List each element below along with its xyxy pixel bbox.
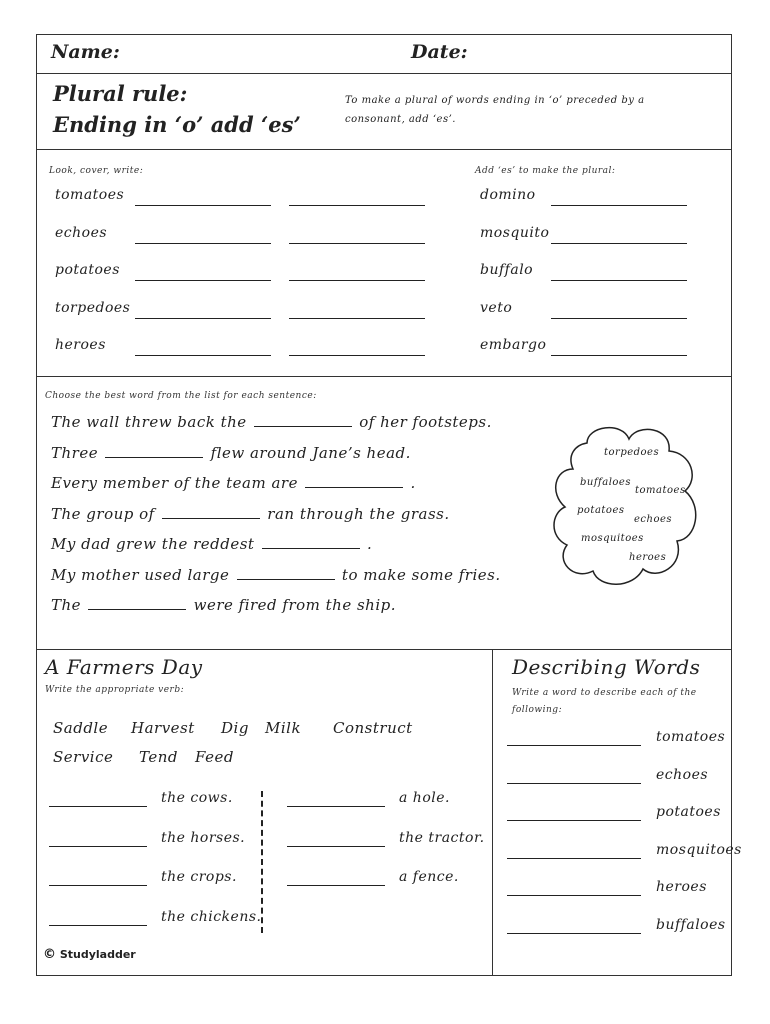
verb-option: Service [53, 748, 114, 766]
farm-item: the chickens. [161, 908, 262, 925]
farm-item: the horses. [161, 829, 246, 846]
divider [37, 649, 731, 650]
look-cover-word: torpedoes [55, 299, 131, 316]
add-es-word: buffalo [480, 262, 534, 278]
cloud-word: buffaloes [580, 477, 631, 488]
sentence-blank[interactable] [254, 426, 352, 427]
sentence [51, 474, 416, 492]
answer-line[interactable] [135, 205, 271, 206]
sentence-start: The wall threw back the [51, 413, 247, 431]
add-es-word: veto [480, 299, 513, 316]
look-cover-word: potatoes [55, 262, 120, 278]
verb-option: Harvest [131, 719, 195, 737]
look-cover-word: tomatoes [55, 187, 125, 203]
cloud-word: tomatoes [635, 485, 686, 496]
answer-line[interactable] [49, 925, 147, 926]
sentence-start: Three [51, 443, 99, 462]
sentence-end: of her footsteps. [359, 413, 492, 431]
answer-line[interactable] [551, 355, 687, 356]
answer-line[interactable] [507, 820, 641, 821]
answer-line[interactable] [49, 885, 147, 886]
sentence-start: The [51, 596, 82, 614]
verb-option: Feed [195, 748, 234, 766]
footer-brand [43, 947, 136, 962]
dashed-divider [261, 791, 263, 933]
add-es-word: mosquito [480, 224, 550, 241]
sentence-blank[interactable] [237, 579, 335, 580]
sentence-end: were fired from the ship. [193, 596, 397, 614]
name-label: Name: [51, 41, 120, 63]
sentence-start: My mother used large [51, 565, 230, 584]
answer-line[interactable] [135, 318, 271, 319]
vertical-divider [492, 649, 493, 976]
answer-line[interactable] [287, 806, 385, 807]
farm-item: a fence. [399, 869, 459, 885]
answer-line[interactable] [551, 318, 687, 319]
describing-word: tomatoes [656, 729, 726, 745]
verb-option: Milk [265, 719, 302, 737]
rule-title-line2: Ending in ‘o’ add ‘es’ [53, 112, 301, 137]
sentence-start: The group of [51, 504, 155, 523]
date-label: Date: [411, 41, 468, 63]
answer-line[interactable] [507, 745, 641, 746]
add-es-word: domino [480, 187, 536, 203]
sentence-blank[interactable] [162, 518, 260, 519]
farm-item: the crops. [161, 869, 237, 885]
describing-word: mosquitoes [656, 841, 742, 858]
worksheet [36, 34, 742, 976]
sentence-end: ran through the grass. [267, 504, 450, 523]
rule-title-line1: Plural rule: [53, 81, 188, 106]
brand-name: Studyladder [59, 948, 136, 961]
farmers-title: A Farmers Day [45, 655, 203, 679]
answer-line[interactable] [289, 280, 425, 281]
describing-word: echoes [656, 766, 709, 783]
verb-option: Dig [221, 719, 249, 737]
describing-word: potatoes [656, 804, 721, 820]
sentence-blank[interactable] [262, 548, 360, 549]
sentences-instruction: Choose the best word from the list for each sentence: [45, 391, 317, 401]
answer-line[interactable] [507, 895, 641, 896]
look-cover-word: heroes [55, 337, 106, 353]
sentence-end: . [410, 474, 416, 492]
divider [37, 149, 731, 150]
answer-line[interactable] [551, 205, 687, 206]
divider [37, 73, 731, 74]
answer-line[interactable] [551, 280, 687, 281]
farm-item: a hole. [399, 790, 450, 806]
answer-line[interactable] [289, 205, 425, 206]
describing-title: Describing Words [512, 655, 701, 679]
answer-line[interactable] [507, 783, 641, 784]
describing-word: heroes [656, 879, 707, 895]
sentence-end: . [367, 535, 373, 553]
sentence-start: Every member of the team are [51, 474, 298, 492]
sentence-blank[interactable] [305, 487, 403, 488]
farmers-instruction: Write the appropriate verb: [45, 685, 185, 695]
add-es-instruction: Add ‘es’ to make the plural: [475, 166, 616, 176]
answer-line[interactable] [289, 355, 425, 356]
sentence [51, 505, 450, 523]
sentence [51, 413, 492, 431]
verb-option: Tend [139, 748, 178, 766]
cloud-word: potatoes [577, 505, 625, 516]
answer-line[interactable] [287, 885, 385, 886]
sentence [51, 535, 372, 553]
farm-item: the cows. [161, 790, 233, 806]
describing-word: buffaloes [656, 916, 726, 933]
verb-option: Construct [333, 719, 413, 737]
answer-line[interactable] [135, 243, 271, 244]
answer-line[interactable] [135, 355, 271, 356]
cloud-word: torpedoes [604, 447, 660, 458]
verb-option: Saddle [53, 719, 109, 737]
sentence-start: My dad grew the reddest [51, 535, 255, 553]
answer-line[interactable] [289, 318, 425, 319]
answer-line[interactable] [287, 846, 385, 847]
answer-line[interactable] [507, 858, 641, 859]
sentence-blank[interactable] [88, 609, 186, 610]
answer-line[interactable] [49, 806, 147, 807]
sentence-end: to make some fries. [341, 565, 501, 584]
cloud-word: heroes [629, 552, 667, 563]
sentence-end: flew around Jane’s head. [210, 443, 411, 462]
answer-line[interactable] [507, 933, 641, 934]
sentence [51, 444, 411, 462]
cloud-word: mosquitoes [581, 533, 644, 544]
answer-line[interactable] [551, 243, 687, 244]
add-es-word: embargo [480, 337, 547, 353]
look-cover-instruction: Look, cover, write: [49, 166, 144, 176]
divider [37, 376, 731, 377]
cloud-word: echoes [634, 514, 673, 525]
describing-instruction: Write a word to describe each of the following: [512, 688, 697, 715]
copyright-icon: © [43, 947, 56, 962]
look-cover-word: echoes [55, 224, 108, 241]
answer-line[interactable] [49, 846, 147, 847]
sentence [51, 596, 396, 614]
farm-item: the tractor. [399, 829, 485, 846]
answer-line[interactable] [135, 280, 271, 281]
sentence-blank[interactable] [105, 457, 203, 458]
sentence [51, 566, 501, 584]
answer-line[interactable] [289, 243, 425, 244]
rule-description: To make a plural of words ending in ‘o’ preceded by a consonant, add ‘es’. [345, 95, 645, 125]
